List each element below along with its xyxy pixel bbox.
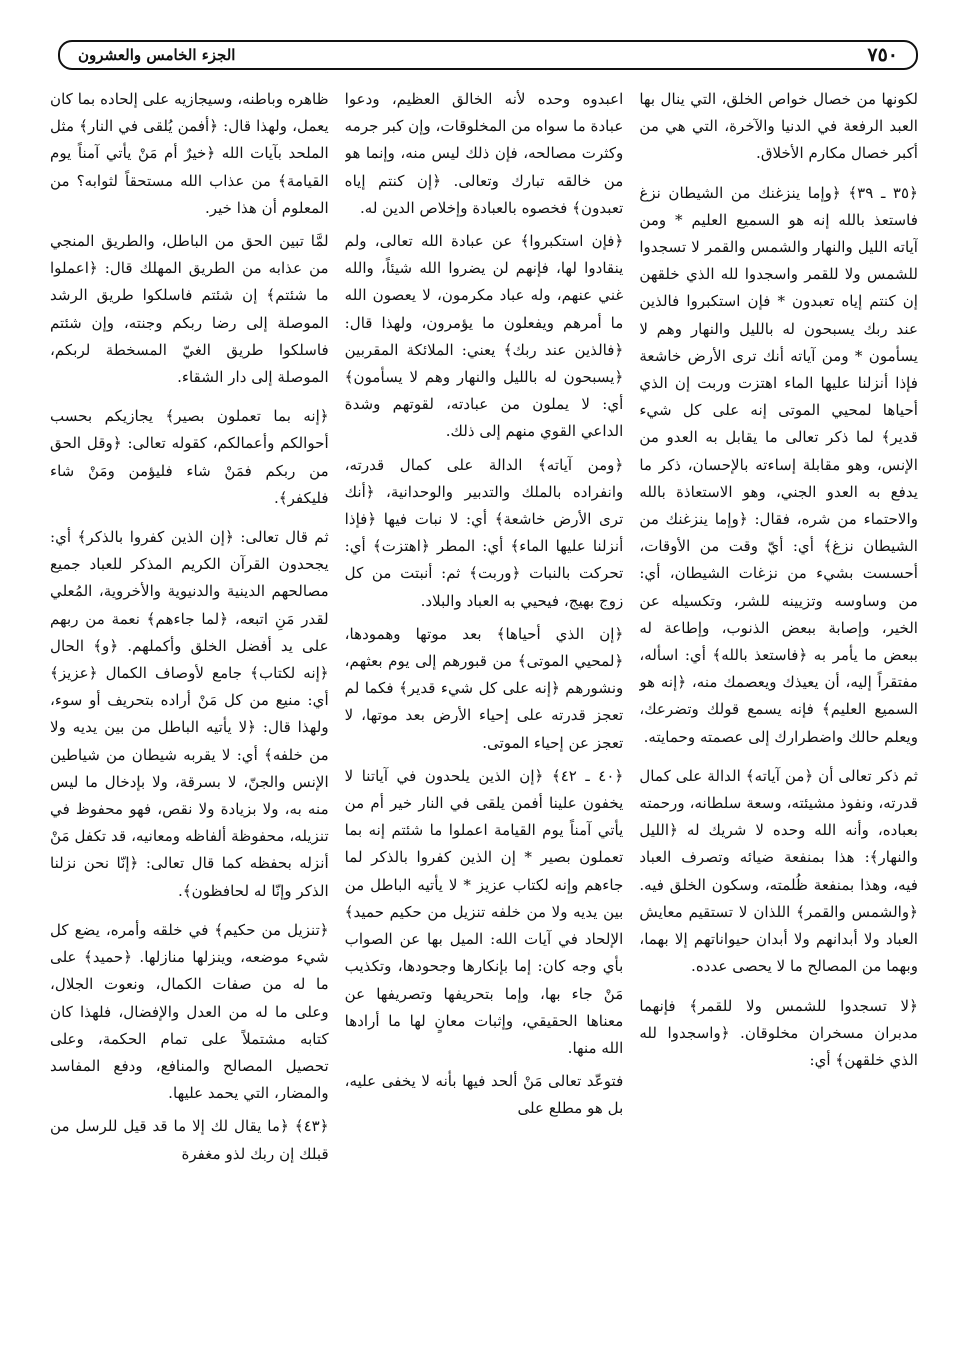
part-title: الجزء الخامس والعشرون xyxy=(78,46,236,64)
paragraph: ﴿ومن آياته﴾ الدالة على كمال قدرته، وانفراده بالملك والتدبير والوحدانية، ﴿أنك ترى الأرض خاشعة﴾ أي: لا نبات فيها ﴿فإذا أنزلنا عليها الماء﴾ أي: المطر ﴿اهتزت﴾ أي: تحركت بالنبات ﴿وربت﴾ ثم: أنبتت من كل زوج بهيج، فيحيي به العباد والبلاد. xyxy=(344,455,624,610)
paragraph: ﴿٤٠ ـ ٤٢﴾ ﴿إن الذين يلحدون في آياتنا لا يخفون علينا أفمن يلقى في النار خير أم من يأتي آمناً يوم القيامة اعملوا ما شئتم إنه بما تعملون بصير * إن الذين كفروا بالذكر لما جاءهم وإنه لكتاب عزيز * لا يأتيه الباطل من بين يديه ولا من خلفه تنزيل من حكيم حميد﴾ الإلحاد في آيات الله: الميل بها عن الصواب بأي وجه كان: إما بإنكارها وجحودها، وتكذيب مَنْ جاء بها، وإما بتحريفها وتصريفها عن معناها الحقيقي، وإثبات معانٍ لها ما أرادها الله منها. xyxy=(344,766,624,1057)
paragraph: ﴿٣٥ ـ ٣٩﴾ ﴿وإما ينزغنك من الشيطان نزغ فاستعذ بالله إنه هو السميع العليم * ومن آياته الليل والنهار والشمس والقمر لا تسجدوا للشمس ولا للقمر واسجدوا لله الذي خلقهن إن كنتم إياه تعبدون * فإن استكبروا فالذين عند ربك يسبحون له بالليل والنهار وهم لا يسأمون * ومن آياته أنك ترى الأرض خاشعة فإذا أنزلنا عليها الماء اهتزت وربت إن الذي أحياها لمحيي الموتى إنه على كل شيء قدير﴾ لما ذكر تعالى ما يقابل به العدو من الإنس، وهو مقابلة إساءته بالإحسان، ذكر ما يدفع به العدو الجني، وهو الاستعاذة بالله والاحتماء من شره، فقال: ﴿وإما ينزغنك من الشيطان نزغ﴾ أي: أيّ وقت من الأوقات، أحسست بشيء من نزغات الشيطان، أي: من وساوسه وتزيينه للشر، وتكسيله عن الخير، وإصابة ببعض الذنوب، وإطاعة له ببعض ما يأمر به ﴿فاستعذ بالله﴾ أي: اسأله، مفتقراً إليه، أن يعيذك ويعصمك منه، ﴿إنه هو السميع العليم﴾ فإنه يسمع قولك وتضرعك، ويعلم حالك واضطرارك إلى عصمته وحمايته. xyxy=(639,183,918,746)
paragraph: لمَّا تبين الحق من الباطل، والطريق المنجي من عذابه من الطريق المهلك قال: ﴿اعملوا ما شئتم﴾ إن شئتم فاسلكوا طريق الرشد الموصلة إلى رضا ربكم وجنته، وإن شئتم فاسلكوا طريق الغيّ المسخطة لربكم، الموصلة إلى دار الشقاء. xyxy=(49,232,329,387)
column-middle xyxy=(345,86,624,1360)
paragraph: ﴿إن الذي أحياها﴾ بعد موتها وهمودها، ﴿لمحيي الموتى﴾ من قبورهم إلى يوم بعثهم، ونشورهم ﴿إنه على كل شيء قدير﴾ فكما لم تعجز قدرته على إحياء الأرض بعد موتها، لا تعجز عن إحياء الموتى. xyxy=(344,624,624,752)
paragraph: ثم قال تعالى: ﴿إن الذين كفروا بالذكر﴾ أي: يجحدون القرآن الكريم المذكر للعباد جميع مصالحهم الدينية والدنيوية والأخروية، المُعلي لقدر مَنِ اتبعه، ﴿لما جاءهم﴾ نعمة من ربهم على يد أفضل الخلق وأكملهم. ﴿و﴾ الحال ﴿إنه لكتاب﴾ جامع لأوصاف الكمال ﴿عزيز﴾ أي: منيع من كل مَنْ أراده بتحريف أو سوء، ولهذا قال: ﴿لا يأتيه الباطل من بين يديه ولا من خلفه﴾ أي: لا يقربه شيطان من شياطين الإنس والجنّ، لا بسرقة، ولا بإدخال ما ليس منه به، ولا بزيادة ولا نقص، فهو محفوظ في تنزيله، محفوظة ألفاظه ومعانيه، قد تكفل مَنْ أنزله بحفظه كما قال تعالى: ﴿إنّا نحن نزلنا الذكر وإنّا له لحافظون﴾. xyxy=(49,528,329,900)
paragraph: ظاهره وباطنه، وسيجازيه على إلحاده بما كان يعمل، ولهذا قال: ﴿أفمن يُلقى في النار﴾ مثل الملحد بآيات الله ﴿خيرٌ أم مَنْ يأتي آمناً يوم القيامة﴾ من عذاب الله مستحقاً لثوابه؟ من المعلوم أن هذا خير. xyxy=(49,90,329,217)
paragraph: ثم ذكر تعالى أن ﴿من آياته﴾ الدالة على كمال قدرته، ونفوذ مشيئته، وسعة سلطانه، ورحمته بعباده، وأنه الله وحده لا شريك له ﴿الليل والنهار﴾: هذا بمنفعة ضيائه وتصرف العباد فيه، وهذا بمنفعة ظُلمته، وسكون الخلق فيه. ﴿والشمس والقمر﴾ اللذان لا تستقيم معايش العباد ولا أبدانهم ولا أبدان حيواناتهم إلا بهما، وبهما من المصالح ما لا يحصى عدده. xyxy=(639,766,918,976)
page-number: ٧٥٠ xyxy=(867,44,898,66)
column-right xyxy=(639,86,918,1360)
paragraph: ﴿إنه بما تعملون بصير﴾ يجازيكم بحسب أحوالكم وأعمالكم، كقوله تعالى: ﴿وقل الحق من ربكم فمَنْ شاء فليؤمن ومَنْ شاء فليكفر﴾. xyxy=(49,407,329,507)
text-body xyxy=(50,86,918,1360)
paragraph: اعبدوه وحده لأنه الخالق العظيم، ودعوا عبادة ما سواه من المخلوقات، وإن كبر جرمه وكثرت مصالحه، فإن ذلك ليس منه، وإنما هو من خالقه تبارك وتعالى. ﴿إن كنتم إياه تعبدون﴾ فخصوه بالعبادة وإخلاص الدين له. xyxy=(344,90,624,217)
page-header xyxy=(58,40,918,70)
paragraph: ﴿فإن استكبروا﴾ عن عبادة الله تعالى، ولم ينقادوا لها، فإنهم لن يضروا الله شيئاً، والله غني عنهم، وله عباد مكرمون، لا يعصون الله ما أمرهم ويفعلون ما يؤمرون، ولهذا قال: ﴿فالذين عند ربك﴾ يعني: الملائكة المقربين ﴿يسبحون له بالليل والنهار وهم لا يسأمون﴾ أي: لا يملون من عبادته، لقوتهم وشدة الداعي القوي منهم إلى ذلك. xyxy=(344,232,624,441)
paragraph: ﴿تنزيل من حكيم﴾ في خلقه وأمره، يضع كل شيء موضعه، وينزلها منازلها. ﴿حميد﴾ على ما له من صفات الكمال، ونعوت الجلال، وعلى ما له من العدل والإفضال، فلهذا كان كتابه مشتملاً على تمام الحكمة، وعلى تحصيل المصالح والمنافع، ودفع المفاسد والمضار، التي يحمد عليها. xyxy=(49,920,329,1103)
paragraph: فتوعّد تعالى مَنْ ألحد فيها بأنه لا يخفى عليه، بل هو مطلع على xyxy=(344,1072,624,1118)
column-left xyxy=(50,86,329,1360)
paragraph: ﴿٤٣﴾ ﴿ما يقال لك إلا ما قد قيل للرسل من قبلك إن ربك لذو مغفرة xyxy=(49,1117,329,1163)
paragraph: ﴿لا تسجدوا للشمس ولا للقمر﴾ فإنهما مدبران مسخران مخلوقان. ﴿واسجدوا لله الذي خلقهن﴾ أي: xyxy=(639,996,918,1069)
paragraph: لكونها من خصال خواص الخلق، التي ينال بها العبد الرفعة في الدنيا والآخرة، التي هي من أكبر خصال مكارم الأخلاق. xyxy=(639,90,918,163)
